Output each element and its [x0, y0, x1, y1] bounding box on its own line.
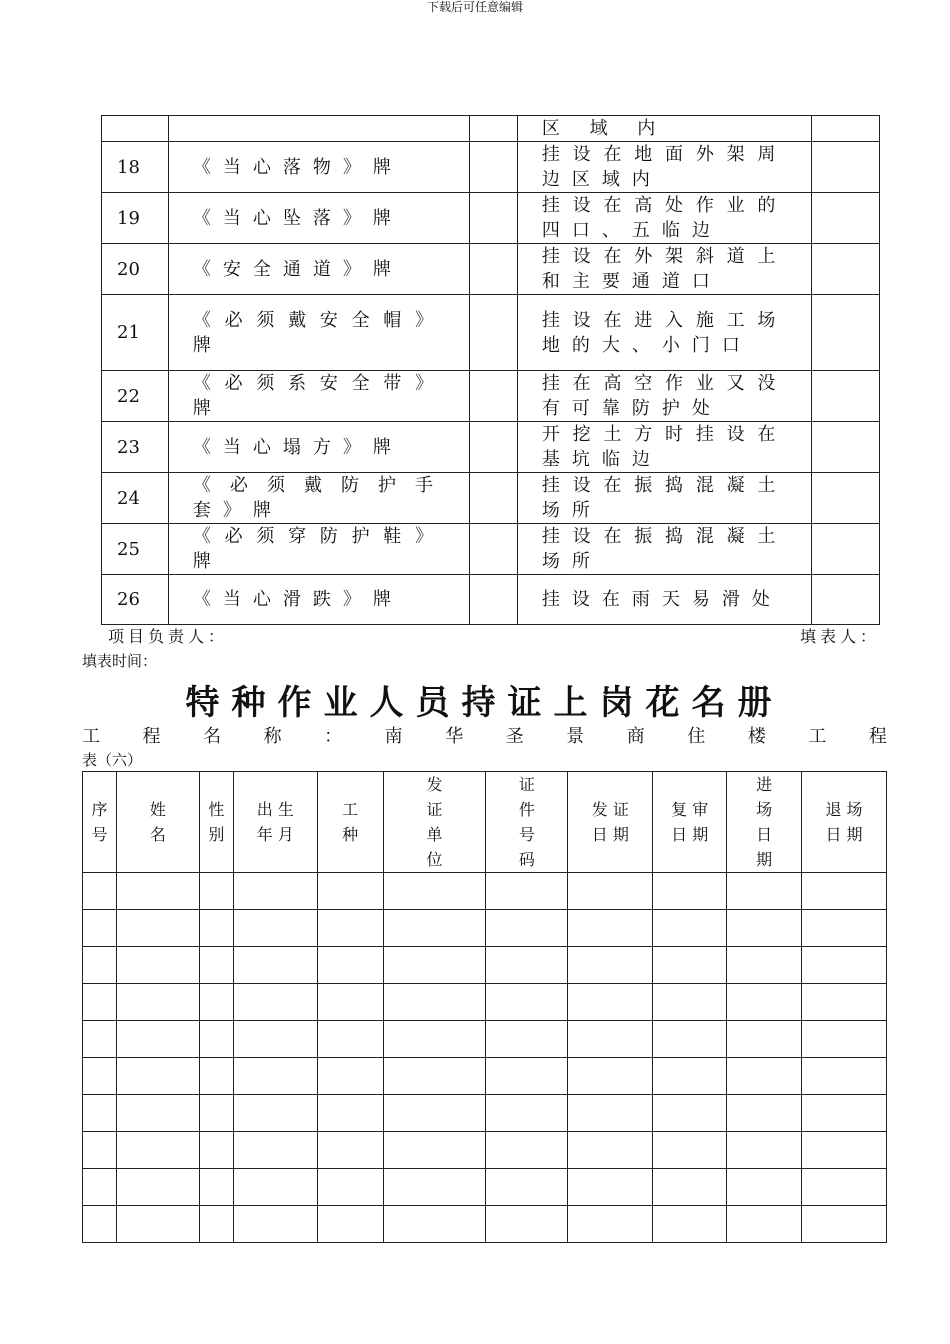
sign-location-text: 区 域 内 — [541, 118, 668, 139]
header-line: 名 — [149, 825, 166, 844]
project-line-char: ： — [324, 726, 343, 747]
roster-cell[interactable] — [317, 1169, 383, 1206]
sign-location — [517, 116, 812, 142]
roster-cell[interactable] — [116, 1132, 199, 1169]
project-line-char: 商 — [626, 726, 645, 747]
table-label: 表（六） — [82, 751, 143, 769]
header-line: 性 — [208, 800, 225, 819]
roster-cell[interactable] — [199, 1058, 233, 1095]
roster-cell[interactable] — [486, 910, 568, 947]
roster-cell[interactable] — [802, 1058, 887, 1095]
sign-location-text: 挂设在地面外架周边区域内 — [541, 144, 788, 190]
header-line: 出 生 — [256, 800, 294, 819]
sign-row — [102, 575, 880, 625]
project-line-char: 住 — [687, 726, 706, 747]
roster-cell[interactable] — [568, 1021, 653, 1058]
roster-cell[interactable] — [802, 1095, 887, 1132]
roster-cell[interactable] — [568, 910, 653, 947]
roster-title: 特种作业人员持证上岗花名册 — [185, 683, 784, 723]
project-line-char: 景 — [566, 726, 585, 747]
roster-cell[interactable] — [317, 1095, 383, 1132]
roster-cell[interactable] — [116, 984, 199, 1021]
roster-cell[interactable] — [727, 1169, 802, 1206]
sign-number: 23 — [102, 422, 169, 473]
roster-cell[interactable] — [486, 1169, 568, 1206]
sign-name-text: 《必须戴防护手套》牌 — [192, 475, 446, 521]
sign-row — [102, 524, 880, 575]
header-line: 序 — [91, 800, 108, 819]
project-line-char: 称 — [263, 726, 282, 747]
roster-cell[interactable] — [83, 1132, 117, 1169]
sign-location — [517, 575, 812, 625]
sign-location-text: 挂设在高处作业的四口、五临边 — [541, 195, 788, 241]
roster-cell[interactable] — [568, 1132, 653, 1169]
roster-row — [83, 873, 887, 910]
sign-number: 18 — [102, 142, 169, 193]
roster-cell[interactable] — [83, 1206, 117, 1243]
header-line: 发 — [426, 775, 443, 794]
roster-cell[interactable] — [486, 984, 568, 1021]
sign-number: 20 — [102, 244, 169, 295]
project-line-char: 圣 — [505, 726, 524, 747]
roster-header-row — [83, 772, 887, 873]
blank-cell — [812, 193, 880, 244]
sign-number: 25 — [102, 524, 169, 575]
roster-cell[interactable] — [727, 984, 802, 1021]
roster-row — [83, 1132, 887, 1169]
header-line: 退 场 — [825, 800, 863, 819]
roster-cell[interactable] — [83, 1058, 117, 1095]
roster-cell[interactable] — [199, 1132, 233, 1169]
blank-cell — [470, 422, 518, 473]
header-line: 日 期 — [671, 825, 709, 844]
sign-row — [102, 193, 880, 244]
roster-cell[interactable] — [802, 1021, 887, 1058]
project-line-char: 名 — [203, 726, 222, 747]
roster-cell[interactable] — [727, 1058, 802, 1095]
roster-cell[interactable] — [116, 947, 199, 984]
sign-location-text: 挂设在进入施工场地的大、小门口 — [541, 309, 788, 356]
roster-cell[interactable] — [116, 1021, 199, 1058]
roster-cell[interactable] — [727, 947, 802, 984]
roster-row — [83, 1058, 887, 1095]
blank-cell — [470, 142, 518, 193]
roster-cell[interactable] — [802, 910, 887, 947]
roster-header-cell — [727, 772, 802, 873]
roster-cell[interactable] — [802, 1132, 887, 1169]
roster-cell[interactable] — [383, 910, 486, 947]
sign-name — [168, 193, 469, 244]
roster-cell[interactable] — [486, 1058, 568, 1095]
roster-cell[interactable] — [83, 984, 117, 1021]
roster-cell[interactable] — [486, 1021, 568, 1058]
sign-number: 24 — [102, 473, 169, 524]
sign-row — [102, 295, 880, 371]
roster-cell[interactable] — [317, 873, 383, 910]
roster-cell[interactable] — [233, 1132, 317, 1169]
sign-location-text: 开挖土方时挂设在基坑临边 — [541, 424, 788, 470]
roster-cell[interactable] — [486, 873, 568, 910]
blank-cell — [812, 244, 880, 295]
roster-cell[interactable] — [653, 1132, 727, 1169]
blank-cell — [812, 371, 880, 422]
roster-row — [83, 910, 887, 947]
roster-cell[interactable] — [653, 910, 727, 947]
roster-cell[interactable] — [233, 947, 317, 984]
roster-cell[interactable] — [802, 984, 887, 1021]
roster-cell[interactable] — [383, 1206, 486, 1243]
sign-location-text: 挂设在振捣混凝土场所 — [541, 475, 788, 521]
roster-cell[interactable] — [653, 947, 727, 984]
filler-label: 填表人： — [799, 627, 880, 646]
roster-cell[interactable] — [199, 1169, 233, 1206]
roster-cell[interactable] — [233, 1021, 317, 1058]
roster-cell[interactable] — [653, 984, 727, 1021]
blank-cell — [812, 473, 880, 524]
roster-cell[interactable] — [116, 1206, 199, 1243]
roster-cell[interactable] — [486, 1132, 568, 1169]
roster-cell[interactable] — [383, 1132, 486, 1169]
roster-row — [83, 1169, 887, 1206]
header-line: 工 — [342, 800, 359, 819]
blank-cell — [470, 116, 518, 142]
sign-location — [517, 371, 812, 422]
header-line: 期 — [756, 850, 773, 869]
blank-cell — [470, 473, 518, 524]
roster-cell[interactable] — [383, 1169, 486, 1206]
roster-table — [82, 771, 887, 1243]
sign-location-text: 挂在高空作业又没有可靠防护处 — [541, 373, 788, 419]
roster-cell[interactable] — [116, 1058, 199, 1095]
header-line: 号 — [91, 825, 108, 844]
sign-name — [168, 295, 469, 371]
sign-number — [102, 116, 169, 142]
roster-cell[interactable] — [199, 1021, 233, 1058]
roster-cell[interactable] — [83, 947, 117, 984]
blank-cell — [470, 371, 518, 422]
header-line: 复 审 — [671, 800, 709, 819]
sign-location — [517, 142, 812, 193]
roster-cell[interactable] — [383, 1058, 486, 1095]
blank-cell — [470, 244, 518, 295]
blank-cell — [470, 295, 518, 371]
roster-row — [83, 1021, 887, 1058]
roster-row — [83, 984, 887, 1021]
roster-cell[interactable] — [568, 873, 653, 910]
roster-cell[interactable] — [233, 1095, 317, 1132]
roster-cell[interactable] — [199, 873, 233, 910]
roster-header-cell — [116, 772, 199, 873]
roster-cell[interactable] — [653, 1021, 727, 1058]
sign-row — [102, 473, 880, 524]
sign-number: 26 — [102, 575, 169, 625]
sign-name — [168, 575, 469, 625]
roster-cell[interactable] — [653, 1095, 727, 1132]
roster-header-cell — [233, 772, 317, 873]
sign-name-text: 《安全通道》牌 — [192, 258, 403, 280]
project-line — [82, 722, 887, 748]
roster-row — [83, 947, 887, 984]
sign-name-text: 《当心落物》牌 — [192, 156, 403, 178]
blank-cell — [470, 575, 518, 625]
fill-time-label: 填表时间： — [82, 652, 158, 670]
roster-cell[interactable] — [486, 1206, 568, 1243]
roster-header-cell — [486, 772, 568, 873]
sign-name-text: 《当心塌方》牌 — [192, 436, 403, 458]
roster-cell[interactable] — [317, 984, 383, 1021]
project-line-char: 华 — [445, 726, 464, 747]
roster-cell[interactable] — [383, 984, 486, 1021]
header-line: 发 证 — [591, 800, 629, 819]
sign-location-text: 挂设在振捣混凝土场所 — [541, 526, 788, 572]
sign-location — [517, 473, 812, 524]
sign-row — [102, 422, 880, 473]
roster-cell[interactable] — [317, 1058, 383, 1095]
roster-cell[interactable] — [802, 1206, 887, 1243]
roster-cell[interactable] — [83, 1095, 117, 1132]
header-line: 场 — [756, 800, 773, 819]
sign-location — [517, 295, 812, 371]
roster-header-cell — [383, 772, 486, 873]
sign-row — [102, 116, 880, 142]
roster-cell[interactable] — [199, 984, 233, 1021]
header-note: 下载后可任意编辑 — [426, 0, 523, 14]
roster-header-cell — [802, 772, 887, 873]
roster-cell[interactable] — [83, 873, 117, 910]
sign-name-text: 《当心坠落》牌 — [192, 207, 403, 229]
project-leader-label: 项目负责人： — [108, 627, 229, 646]
project-line-char: 工 — [82, 726, 100, 747]
header-line: 姓 — [149, 800, 166, 819]
roster-cell[interactable] — [233, 984, 317, 1021]
header-line: 日 — [756, 825, 773, 844]
sign-name-text: 《当心滑跌》牌 — [192, 589, 403, 610]
roster-cell[interactable] — [727, 1095, 802, 1132]
roster-cell[interactable] — [727, 1206, 802, 1243]
roster-cell[interactable] — [727, 1021, 802, 1058]
sign-name — [168, 116, 469, 142]
roster-cell[interactable] — [486, 1095, 568, 1132]
blank-cell — [812, 142, 880, 193]
signature-line — [108, 624, 880, 647]
blank-cell — [812, 524, 880, 575]
project-line-char: 程 — [142, 726, 161, 747]
roster-cell[interactable] — [116, 910, 199, 947]
roster-cell[interactable] — [727, 910, 802, 947]
sign-number: 22 — [102, 371, 169, 422]
roster-cell[interactable] — [802, 1169, 887, 1206]
roster-cell[interactable] — [653, 1206, 727, 1243]
header-line: 单 — [426, 825, 443, 844]
header-line: 年 月 — [256, 825, 294, 844]
roster-cell[interactable] — [802, 873, 887, 910]
blank-cell — [812, 295, 880, 371]
blank-cell — [812, 422, 880, 473]
blank-cell — [470, 524, 518, 575]
project-line-char: 南 — [384, 726, 403, 747]
roster-cell[interactable] — [727, 873, 802, 910]
header-line: 件 — [518, 800, 535, 819]
sign-name — [168, 244, 469, 295]
roster-cell[interactable] — [802, 947, 887, 984]
sign-name — [168, 142, 469, 193]
sign-location — [517, 422, 812, 473]
sign-row — [102, 244, 880, 295]
roster-cell[interactable] — [199, 1206, 233, 1243]
roster-cell[interactable] — [317, 1132, 383, 1169]
header-line: 证 — [426, 800, 443, 819]
roster-cell[interactable] — [199, 1095, 233, 1132]
sign-number: 19 — [102, 193, 169, 244]
sign-name — [168, 371, 469, 422]
roster-cell[interactable] — [486, 947, 568, 984]
roster-row — [83, 1095, 887, 1132]
roster-header-cell — [199, 772, 233, 873]
project-line-char: 程 — [868, 726, 887, 747]
header-line: 证 — [518, 775, 535, 794]
roster-cell[interactable] — [653, 1058, 727, 1095]
roster-cell[interactable] — [83, 1021, 117, 1058]
roster-cell[interactable] — [233, 1169, 317, 1206]
roster-header-cell — [653, 772, 727, 873]
sign-name — [168, 524, 469, 575]
project-line-char: 工 — [808, 726, 827, 747]
roster-cell[interactable] — [233, 1206, 317, 1243]
roster-cell[interactable] — [317, 910, 383, 947]
sign-location — [517, 244, 812, 295]
header-line: 位 — [426, 850, 443, 869]
roster-cell[interactable] — [727, 1132, 802, 1169]
roster-cell[interactable] — [568, 1206, 653, 1243]
sign-location — [517, 524, 812, 575]
roster-cell[interactable] — [568, 984, 653, 1021]
roster-cell[interactable] — [83, 910, 117, 947]
blank-cell — [812, 575, 880, 625]
roster-cell[interactable] — [116, 1169, 199, 1206]
roster-cell[interactable] — [233, 910, 317, 947]
header-line: 别 — [208, 825, 225, 844]
header-line: 号 — [518, 825, 535, 844]
signs-table — [101, 115, 880, 625]
roster-cell[interactable] — [317, 1206, 383, 1243]
roster-cell[interactable] — [233, 1058, 317, 1095]
sign-name-text: 《必须系安全带》牌 — [192, 373, 446, 419]
header-line: 种 — [342, 825, 359, 844]
header-line: 日 期 — [825, 825, 863, 844]
roster-cell[interactable] — [568, 1169, 653, 1206]
sign-number: 21 — [102, 295, 169, 371]
roster-cell[interactable] — [653, 1169, 727, 1206]
sign-name — [168, 422, 469, 473]
roster-cell[interactable] — [199, 947, 233, 984]
blank-cell — [812, 116, 880, 142]
header-line: 码 — [518, 850, 535, 869]
header-line: 日 期 — [591, 825, 629, 844]
roster-cell[interactable] — [83, 1169, 117, 1206]
sign-row — [102, 142, 880, 193]
blank-cell — [470, 193, 518, 244]
sign-name-text: 《必须穿防护鞋》牌 — [192, 526, 446, 572]
project-line-char: 楼 — [747, 726, 766, 747]
roster-cell[interactable] — [383, 1021, 486, 1058]
sign-name-text: 《必须戴安全帽》牌 — [192, 309, 446, 356]
sign-location — [517, 193, 812, 244]
sign-location-text: 挂设在雨天易滑处 — [541, 589, 782, 610]
sign-location-text: 挂设在外架斜道上和主要通道口 — [541, 246, 788, 292]
roster-cell[interactable] — [116, 1095, 199, 1132]
roster-cell[interactable] — [317, 947, 383, 984]
roster-cell[interactable] — [568, 947, 653, 984]
roster-header-cell — [317, 772, 383, 873]
roster-cell[interactable] — [383, 1095, 486, 1132]
roster-cell[interactable] — [383, 947, 486, 984]
roster-cell[interactable] — [317, 1021, 383, 1058]
roster-row — [83, 1206, 887, 1243]
roster-cell[interactable] — [116, 873, 199, 910]
roster-cell[interactable] — [568, 1095, 653, 1132]
roster-cell[interactable] — [199, 910, 233, 947]
roster-header-cell — [568, 772, 653, 873]
sign-row — [102, 371, 880, 422]
sign-name — [168, 473, 469, 524]
roster-cell[interactable] — [233, 873, 317, 910]
roster-header-cell — [83, 772, 117, 873]
header-line: 进 — [756, 775, 773, 794]
roster-cell[interactable] — [653, 873, 727, 910]
roster-cell[interactable] — [383, 873, 486, 910]
roster-cell[interactable] — [568, 1058, 653, 1095]
